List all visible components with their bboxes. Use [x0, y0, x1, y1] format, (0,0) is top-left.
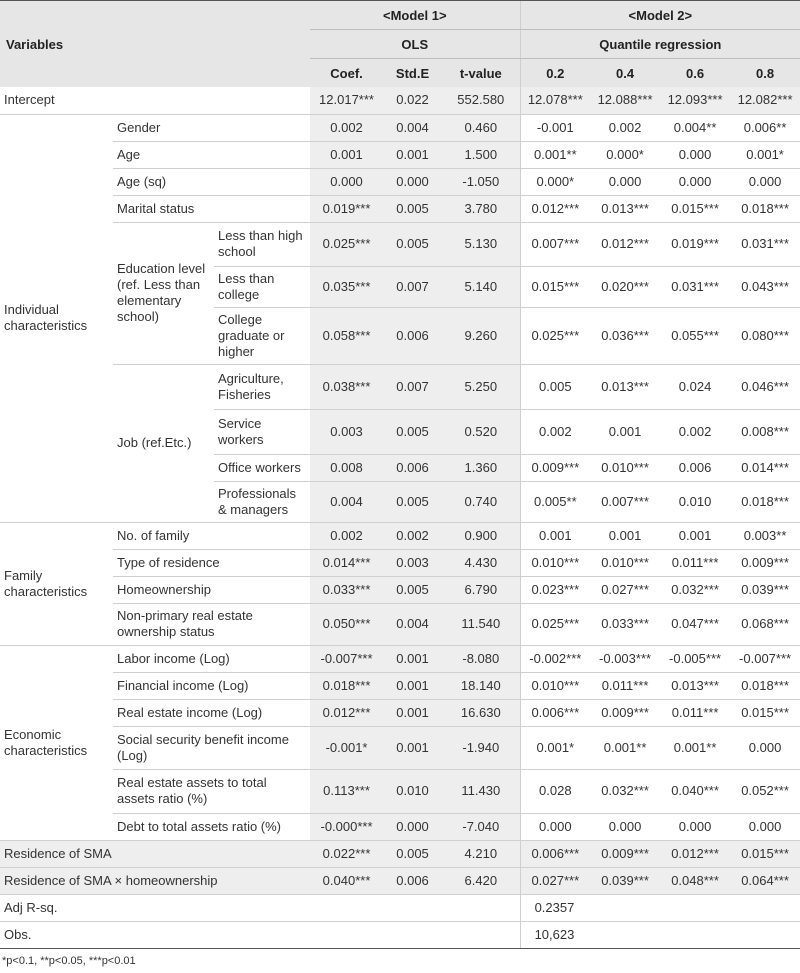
- q08-cell: 0.080***: [730, 307, 800, 364]
- table-header: [0, 1, 800, 88]
- q04-cell: 0.000*: [590, 141, 660, 168]
- model2-header: <Model 2>: [520, 1, 800, 30]
- obs-value: 10,623: [520, 921, 800, 948]
- q02-header: 0.2: [520, 59, 590, 88]
- stde-cell: 0.006: [383, 307, 442, 364]
- q04-cell: 0.011***: [590, 672, 660, 699]
- stde-cell: 0.003: [383, 549, 442, 576]
- q08-cell: 0.000: [730, 813, 800, 840]
- q02-cell: 0.000*: [520, 168, 590, 195]
- q08-cell: 0.001*: [730, 141, 800, 168]
- row-label: Professionals & managers: [214, 481, 310, 522]
- q02-cell: 0.010***: [520, 549, 590, 576]
- q08-cell: 0.046***: [730, 364, 800, 409]
- tvalue-cell: -7.040: [442, 813, 520, 840]
- table-row: [0, 87, 800, 114]
- tvalue-cell: -1.050: [442, 168, 520, 195]
- row-label: No. of family: [113, 522, 310, 549]
- tvalue-cell: 5.130: [442, 222, 520, 266]
- stde-cell: 0.001: [383, 726, 442, 769]
- tvalue-header: t-value: [442, 59, 520, 88]
- table-row: [0, 222, 800, 266]
- q08-cell: 0.009***: [730, 549, 800, 576]
- q06-cell: 0.011***: [660, 549, 730, 576]
- stde-cell: 0.005: [383, 840, 442, 867]
- q04-cell: 0.010***: [590, 454, 660, 481]
- q06-cell: 0.004**: [660, 114, 730, 141]
- q02-cell: 0.001*: [520, 726, 590, 769]
- tvalue-cell: 1.360: [442, 454, 520, 481]
- q08-cell: 0.006**: [730, 114, 800, 141]
- row-label: Residence of SMA: [0, 840, 310, 867]
- coef-cell: 0.014***: [310, 549, 383, 576]
- stde-header: Std.E: [383, 59, 442, 88]
- q04-cell: 12.088***: [590, 87, 660, 114]
- stde-cell: 0.005: [383, 481, 442, 522]
- stde-cell: 0.005: [383, 409, 442, 454]
- q06-cell: 0.000: [660, 141, 730, 168]
- tvalue-cell: 5.140: [442, 266, 520, 307]
- q06-cell: 12.093***: [660, 87, 730, 114]
- table-row: [0, 114, 800, 141]
- table-body: [0, 87, 800, 948]
- q04-cell: 0.009***: [590, 840, 660, 867]
- q04-cell: 0.001**: [590, 726, 660, 769]
- row-label: Non-primary real estate ownership status: [113, 603, 310, 645]
- table-row: [0, 195, 800, 222]
- table-row: [0, 699, 800, 726]
- row-label: Gender: [113, 114, 310, 141]
- table-row: [0, 769, 800, 813]
- coef-cell: 0.025***: [310, 222, 383, 266]
- q04-cell: 0.009***: [590, 699, 660, 726]
- adj-r-value: 0.2357: [520, 894, 800, 921]
- q02-cell: -0.001: [520, 114, 590, 141]
- row-label: Office workers: [214, 454, 310, 481]
- q02-cell: 0.000: [520, 813, 590, 840]
- q08-cell: 0.014***: [730, 454, 800, 481]
- q06-cell: 0.001: [660, 522, 730, 549]
- coef-header: Coef.: [310, 59, 383, 88]
- q02-cell: 0.025***: [520, 603, 590, 645]
- row-label: Residence of SMA × homeownership: [0, 867, 310, 894]
- q06-cell: 0.031***: [660, 266, 730, 307]
- group-job: Job (ref.Etc.): [113, 364, 214, 522]
- row-label: Intercept: [0, 87, 310, 114]
- q06-cell: -0.005***: [660, 645, 730, 672]
- q08-cell: 0.052***: [730, 769, 800, 813]
- coef-cell: 0.003: [310, 409, 383, 454]
- tvalue-cell: 6.420: [442, 867, 520, 894]
- q04-cell: 0.001: [590, 409, 660, 454]
- tvalue-cell: 0.460: [442, 114, 520, 141]
- q04-cell: 0.000: [590, 168, 660, 195]
- table-row: [0, 726, 800, 769]
- tvalue-cell: 9.260: [442, 307, 520, 364]
- stde-cell: 0.002: [383, 522, 442, 549]
- row-label: Real estate assets to total assets ratio (%): [113, 769, 310, 813]
- q02-cell: 0.015***: [520, 266, 590, 307]
- tvalue-cell: 552.580: [442, 87, 520, 114]
- coef-cell: 0.002: [310, 114, 383, 141]
- q08-header: 0.8: [730, 59, 800, 88]
- q02-cell: 0.002: [520, 409, 590, 454]
- q02-cell: 0.001**: [520, 141, 590, 168]
- stde-cell: 0.000: [383, 168, 442, 195]
- table-row: [0, 840, 800, 867]
- q04-cell: 0.036***: [590, 307, 660, 364]
- stde-cell: 0.006: [383, 454, 442, 481]
- row-label: Agriculture, Fisheries: [214, 364, 310, 409]
- tvalue-cell: -1.940: [442, 726, 520, 769]
- table-row: [0, 894, 800, 921]
- coef-cell: 0.000: [310, 168, 383, 195]
- coef-cell: 0.050***: [310, 603, 383, 645]
- coef-cell: 0.033***: [310, 576, 383, 603]
- table-row: [0, 576, 800, 603]
- q02-cell: 0.028: [520, 769, 590, 813]
- row-label: Less than high school: [214, 222, 310, 266]
- q06-cell: 0.011***: [660, 699, 730, 726]
- q06-cell: 0.010: [660, 481, 730, 522]
- q06-cell: 0.015***: [660, 195, 730, 222]
- q06-cell: 0.002: [660, 409, 730, 454]
- q02-cell: -0.002***: [520, 645, 590, 672]
- coef-cell: -0.001*: [310, 726, 383, 769]
- stde-cell: 0.004: [383, 114, 442, 141]
- q08-cell: 0.008***: [730, 409, 800, 454]
- q08-cell: 0.043***: [730, 266, 800, 307]
- q08-cell: 0.018***: [730, 195, 800, 222]
- q04-cell: 0.010***: [590, 549, 660, 576]
- row-label: Age: [113, 141, 310, 168]
- q04-header: 0.4: [590, 59, 660, 88]
- row-label: Real estate income (Log): [113, 699, 310, 726]
- coef-cell: 0.113***: [310, 769, 383, 813]
- tvalue-cell: 0.740: [442, 481, 520, 522]
- coef-cell: 0.004: [310, 481, 383, 522]
- q06-cell: 0.012***: [660, 840, 730, 867]
- q04-cell: 0.020***: [590, 266, 660, 307]
- q04-cell: 0.032***: [590, 769, 660, 813]
- row-label: Debt to total assets ratio (%): [113, 813, 310, 840]
- q04-cell: -0.003***: [590, 645, 660, 672]
- stde-cell: 0.001: [383, 141, 442, 168]
- tvalue-cell: 5.250: [442, 364, 520, 409]
- coef-cell: 0.035***: [310, 266, 383, 307]
- stde-cell: 0.006: [383, 867, 442, 894]
- stde-cell: 0.001: [383, 699, 442, 726]
- q08-cell: 12.082***: [730, 87, 800, 114]
- stde-cell: 0.022: [383, 87, 442, 114]
- q06-cell: 0.013***: [660, 672, 730, 699]
- row-label: Homeownership: [113, 576, 310, 603]
- table-row: [0, 813, 800, 840]
- q02-cell: 0.009***: [520, 454, 590, 481]
- coef-cell: 0.018***: [310, 672, 383, 699]
- coef-cell: -0.000***: [310, 813, 383, 840]
- tvalue-cell: 1.500: [442, 141, 520, 168]
- q08-cell: 0.018***: [730, 672, 800, 699]
- q02-cell: 0.027***: [520, 867, 590, 894]
- q08-cell: 0.031***: [730, 222, 800, 266]
- adj-r-label: Adj R-sq.: [0, 894, 520, 921]
- q02-cell: 12.078***: [520, 87, 590, 114]
- q02-cell: 0.025***: [520, 307, 590, 364]
- q06-cell: 0.006: [660, 454, 730, 481]
- table-row: [0, 168, 800, 195]
- tvalue-cell: 0.520: [442, 409, 520, 454]
- stde-cell: 0.007: [383, 266, 442, 307]
- q04-cell: 0.007***: [590, 481, 660, 522]
- row-label: Type of residence: [113, 549, 310, 576]
- coef-cell: 0.038***: [310, 364, 383, 409]
- q02-cell: 0.005: [520, 364, 590, 409]
- tvalue-cell: 4.430: [442, 549, 520, 576]
- row-label: Age (sq): [113, 168, 310, 195]
- q06-cell: 0.000: [660, 168, 730, 195]
- coef-cell: 0.002: [310, 522, 383, 549]
- coef-cell: 12.017***: [310, 87, 383, 114]
- coef-cell: -0.007***: [310, 645, 383, 672]
- q04-cell: 0.000: [590, 813, 660, 840]
- coef-cell: 0.022***: [310, 840, 383, 867]
- q06-cell: 0.019***: [660, 222, 730, 266]
- q02-cell: 0.006***: [520, 699, 590, 726]
- stde-cell: 0.007: [383, 364, 442, 409]
- table-row: [0, 867, 800, 894]
- tvalue-cell: 11.540: [442, 603, 520, 645]
- q04-cell: 0.013***: [590, 364, 660, 409]
- tvalue-cell: 18.140: [442, 672, 520, 699]
- q02-cell: 0.023***: [520, 576, 590, 603]
- group-education: Education level (ref. Less than elementary school): [113, 222, 214, 364]
- qr-header: Quantile regression: [520, 30, 800, 59]
- q08-cell: 0.015***: [730, 840, 800, 867]
- table-row: [0, 549, 800, 576]
- row-label: Marital status: [113, 195, 310, 222]
- q06-cell: 0.048***: [660, 867, 730, 894]
- model1-header: <Model 1>: [310, 1, 520, 30]
- coef-cell: 0.040***: [310, 867, 383, 894]
- table-row: [0, 672, 800, 699]
- coef-cell: 0.008: [310, 454, 383, 481]
- q06-cell: 0.040***: [660, 769, 730, 813]
- stde-cell: 0.001: [383, 672, 442, 699]
- tvalue-cell: 6.790: [442, 576, 520, 603]
- row-label: Service workers: [214, 409, 310, 454]
- tvalue-cell: 4.210: [442, 840, 520, 867]
- q04-cell: 0.033***: [590, 603, 660, 645]
- q04-cell: 0.002: [590, 114, 660, 141]
- stde-cell: 0.005: [383, 195, 442, 222]
- tvalue-cell: 0.900: [442, 522, 520, 549]
- q04-cell: 0.027***: [590, 576, 660, 603]
- obs-label: Obs.: [0, 921, 520, 948]
- row-label: Less than college: [214, 266, 310, 307]
- tvalue-cell: 16.630: [442, 699, 520, 726]
- q08-cell: 0.000: [730, 168, 800, 195]
- stde-cell: 0.005: [383, 222, 442, 266]
- table-row: [0, 364, 800, 409]
- tvalue-cell: 11.430: [442, 769, 520, 813]
- q08-cell: 0.018***: [730, 481, 800, 522]
- ols-header: OLS: [310, 30, 520, 59]
- coef-cell: 0.001: [310, 141, 383, 168]
- variables-header: Variables: [0, 1, 310, 88]
- q02-cell: 0.007***: [520, 222, 590, 266]
- significance-note: *p<0.1, **p<0.05, ***p<0.01: [2, 954, 136, 967]
- q04-cell: 0.012***: [590, 222, 660, 266]
- table-row: [0, 603, 800, 645]
- stde-cell: 0.004: [383, 603, 442, 645]
- q06-header: 0.6: [660, 59, 730, 88]
- row-label: Labor income (Log): [113, 645, 310, 672]
- stde-cell: 0.001: [383, 645, 442, 672]
- table-row: [0, 141, 800, 168]
- q08-cell: 0.015***: [730, 699, 800, 726]
- q04-cell: 0.013***: [590, 195, 660, 222]
- q06-cell: 0.001**: [660, 726, 730, 769]
- coef-cell: 0.058***: [310, 307, 383, 364]
- q06-cell: 0.032***: [660, 576, 730, 603]
- group-economic: Economic characteristics: [0, 645, 113, 840]
- q02-cell: 0.010***: [520, 672, 590, 699]
- q08-cell: 0.068***: [730, 603, 800, 645]
- stde-cell: 0.010: [383, 769, 442, 813]
- q08-cell: 0.000: [730, 726, 800, 769]
- q06-cell: 0.024: [660, 364, 730, 409]
- q06-cell: 0.047***: [660, 603, 730, 645]
- row-label: Social security benefit income (Log): [113, 726, 310, 769]
- group-family: Family characteristics: [0, 522, 113, 645]
- q08-cell: 0.003**: [730, 522, 800, 549]
- q02-cell: 0.001: [520, 522, 590, 549]
- table-row: [0, 522, 800, 549]
- group-individual: Individual characteristics: [0, 114, 113, 522]
- q02-cell: 0.006***: [520, 840, 590, 867]
- q02-cell: 0.005**: [520, 481, 590, 522]
- q06-cell: 0.055***: [660, 307, 730, 364]
- coef-cell: 0.019***: [310, 195, 383, 222]
- stde-cell: 0.005: [383, 576, 442, 603]
- table-row: [0, 921, 800, 948]
- coef-cell: 0.012***: [310, 699, 383, 726]
- q08-cell: 0.064***: [730, 867, 800, 894]
- q08-cell: -0.007***: [730, 645, 800, 672]
- table-row: [0, 645, 800, 672]
- q08-cell: 0.039***: [730, 576, 800, 603]
- q04-cell: 0.001: [590, 522, 660, 549]
- q02-cell: 0.012***: [520, 195, 590, 222]
- tvalue-cell: -8.080: [442, 645, 520, 672]
- row-label: College graduate or higher: [214, 307, 310, 364]
- row-label: Financial income (Log): [113, 672, 310, 699]
- stde-cell: 0.000: [383, 813, 442, 840]
- tvalue-cell: 3.780: [442, 195, 520, 222]
- q04-cell: 0.039***: [590, 867, 660, 894]
- q06-cell: 0.000: [660, 813, 730, 840]
